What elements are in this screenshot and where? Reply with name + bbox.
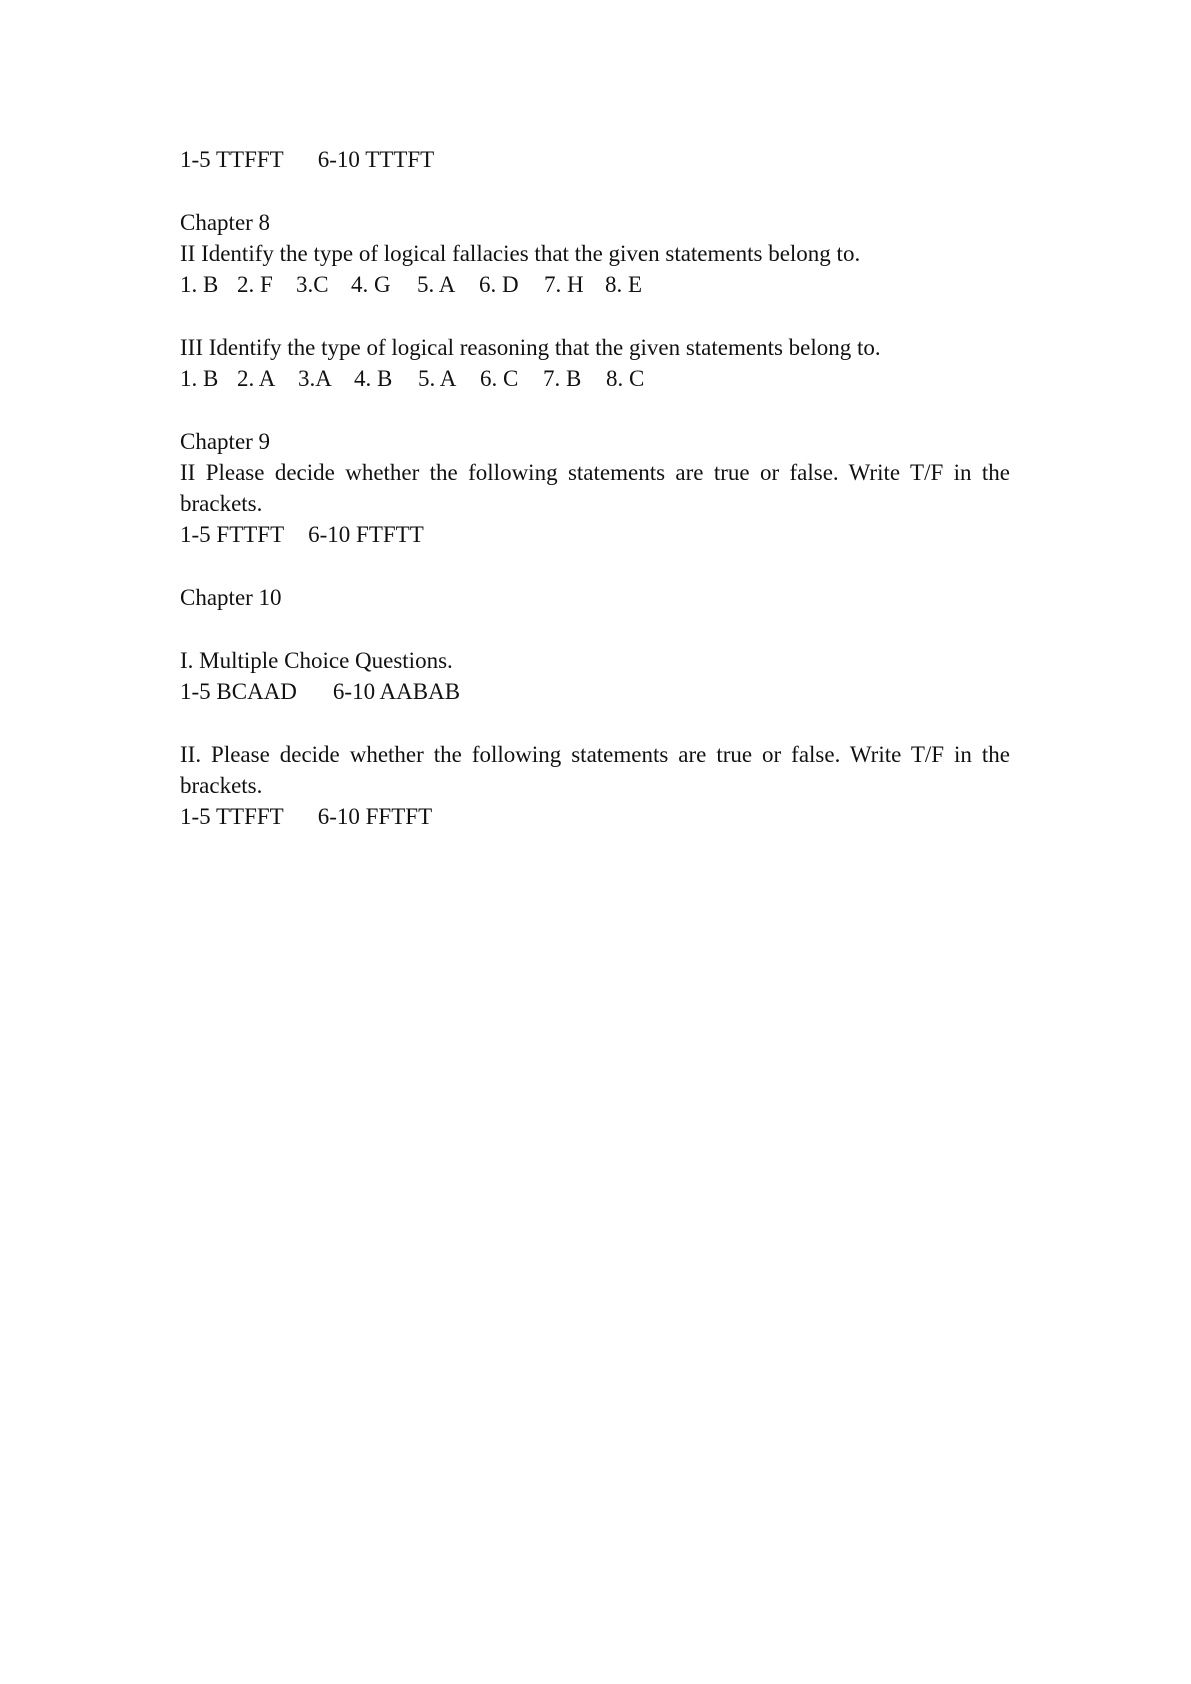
answer-item: 1. B <box>180 272 219 297</box>
answer-line <box>180 269 1010 300</box>
question-heading: II Please decide whether the following statements are true or false. Write T/F in the brackets. <box>180 460 1010 516</box>
chapter-heading: Chapter 8 <box>180 210 271 235</box>
answer-range: 1-5 TTFFT <box>180 804 284 829</box>
chapter-heading: Chapter 10 <box>180 585 282 610</box>
question-heading: II Identify the type of logical fallacies that the given statements belong to. <box>180 241 861 266</box>
answer-range: 1-5 TTFFT <box>180 147 284 172</box>
question-heading: III Identify the type of logical reasoning that the given statements belong to. <box>180 335 881 360</box>
answer-item: 2. A <box>237 366 276 391</box>
answer-item: 6. D <box>479 272 519 297</box>
answer-item: 7. H <box>544 272 584 297</box>
answer-range: 6-10 AABAB <box>332 679 461 704</box>
answer-range: 1-5 BCAAD <box>180 679 297 704</box>
question-heading: I. Multiple Choice Questions. <box>180 648 453 673</box>
question-heading: II. Please decide whether the following statements are true or false. Write T/F in the brackets. <box>180 742 1010 798</box>
answer-item: 5. A <box>418 366 457 391</box>
answer-item: 8. C <box>606 366 645 391</box>
answer-item: 6. C <box>480 366 519 391</box>
answer-item: 4. G <box>351 272 391 297</box>
answer-line <box>180 801 1010 832</box>
answer-item: 2. F <box>237 272 273 297</box>
answer-range: 1-5 FTTFT <box>180 522 285 547</box>
answer-item: 4. B <box>354 366 393 391</box>
answer-line <box>180 519 1010 550</box>
answer-item: 5. A <box>417 272 456 297</box>
answer-line <box>180 144 1010 175</box>
answer-range: 6-10 TTTFT <box>317 147 435 172</box>
answer-item: 7. B <box>543 366 582 391</box>
answer-item: 3.A <box>298 366 332 391</box>
answer-key-page <box>180 144 1010 832</box>
answer-line <box>180 363 1010 394</box>
answer-item: 8. E <box>605 272 643 297</box>
answer-item: 3.C <box>296 272 329 297</box>
answer-range: 6-10 FFTFT <box>317 804 433 829</box>
answer-line <box>180 676 1010 707</box>
answer-range: 6-10 FTFTT <box>308 522 424 547</box>
chapter-heading: Chapter 9 <box>180 429 271 454</box>
answer-item: 1. B <box>180 366 219 391</box>
